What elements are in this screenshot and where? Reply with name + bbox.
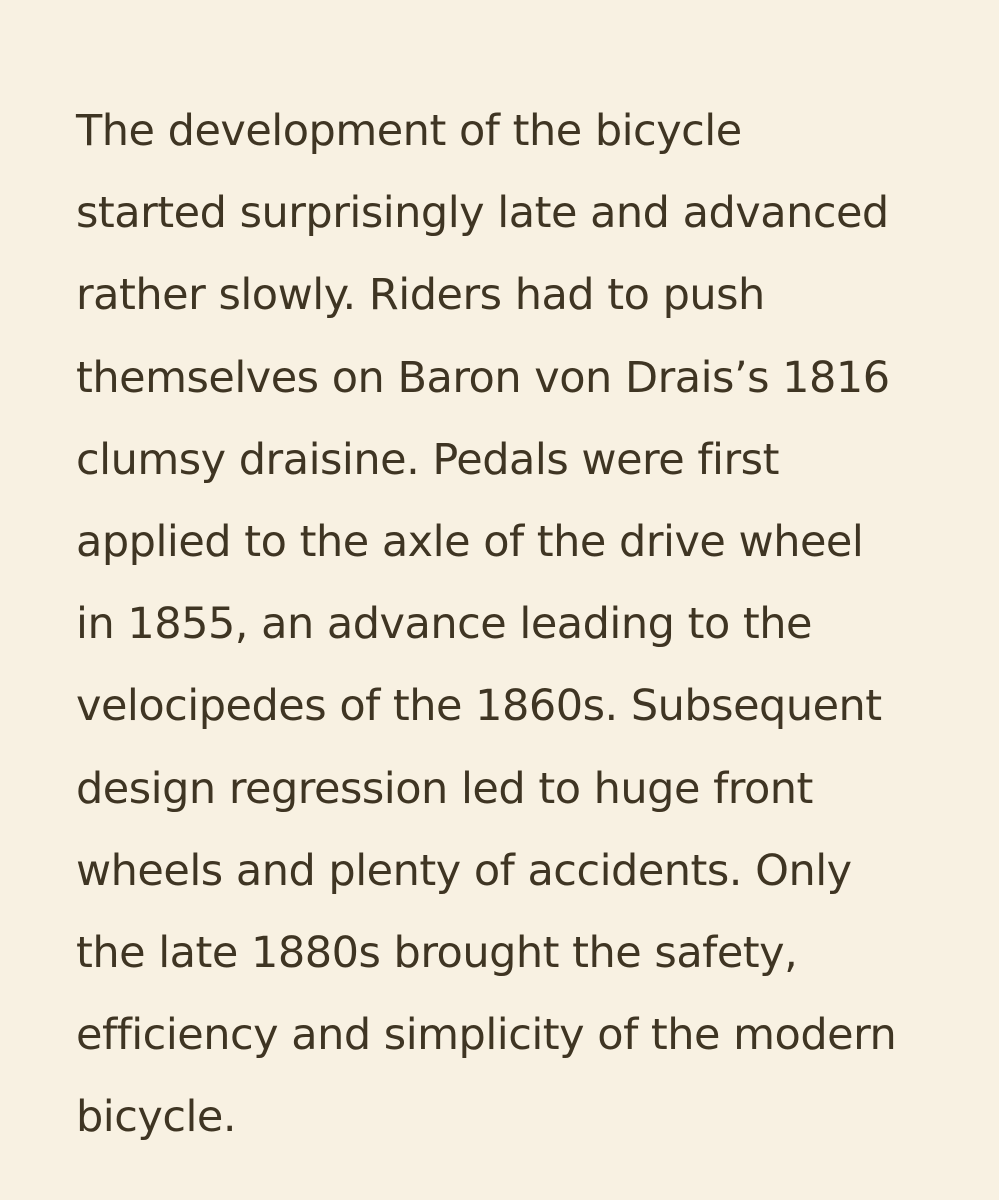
paragraph-line: efficiency and simplicity of the modern [76,1010,897,1061]
paragraph-line: the late 1880s brought the safety, [76,928,798,979]
article-paragraph [76,90,946,1159]
paragraph-line: in 1855, an advance leading to the [76,599,812,650]
paragraph-line: design regression led to huge front [76,763,813,814]
paragraph-line: The development of the bicycle [76,106,742,156]
paragraph-line: themselves on Baron von Drais’s 1816 [76,352,890,403]
paragraph-line: rather slowly. Riders had to push [76,270,765,321]
paragraph-line: velocipedes of the 1860s. Subsequent [76,681,882,732]
paragraph-line: wheels and plenty of accidents. Only [76,845,852,896]
paragraph-line: clumsy draisine. Pedals were first [76,434,779,485]
paragraph-line: bicycle. [76,1092,237,1143]
paragraph-line: applied to the axle of the drive wheel [76,517,864,568]
paragraph-line: started surprisingly late and advanced [76,188,889,239]
